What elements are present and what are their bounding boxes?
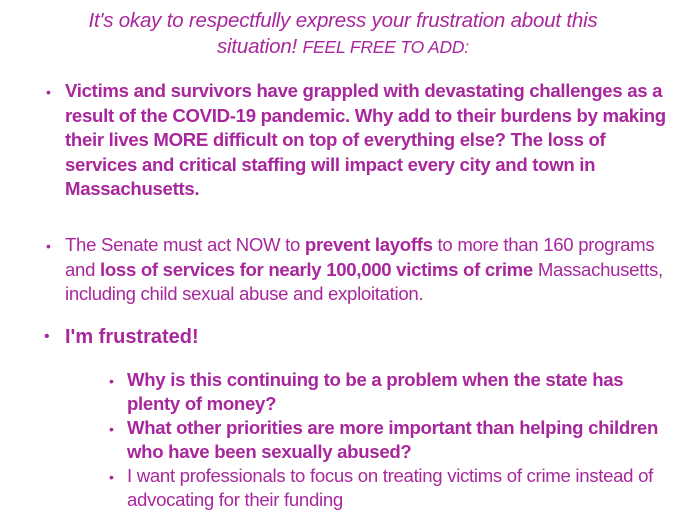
senate-text-1: The Senate must act NOW to: [65, 234, 305, 255]
heading-add-text: FEEL FREE TO ADD:: [302, 37, 470, 57]
sub-bullet-dot: •: [109, 421, 114, 437]
senate-bold-layoffs: prevent layoffs: [304, 234, 433, 255]
heading-line-2: [20, 34, 666, 60]
bullet-dot: •: [46, 84, 51, 100]
sub-bullet-dot: •: [109, 373, 114, 389]
senate-bold-services: loss of services for nearly 100,000 victims of crime: [100, 258, 533, 280]
bullet-point-senate-act: [65, 233, 675, 307]
sub-point-professionals: I want professionals to focus on treating victims of crime instead of advocating for their funding: [127, 465, 654, 510]
bullet-dot: •: [46, 238, 51, 254]
sub-point-priorities: What other priorities are more important than helping children who have been sexually abused?: [127, 417, 659, 462]
sub-bullet-dot: •: [109, 469, 114, 485]
page-heading: [20, 8, 666, 60]
heading-line-2-text: situation!: [216, 35, 298, 58]
sub-point-money: Why is this continuing to be a problem when the state has plenty of money?: [127, 369, 624, 414]
heading-line-1: It's okay to respectfully express your frustration about this: [88, 9, 598, 32]
bullet-point-frustrated: I'm frustrated!: [65, 326, 199, 348]
bullet-dot: •: [44, 328, 50, 345]
senate-text-3: Massachusetts, including child sexual abuse and exploitation.: [65, 258, 663, 304]
senate-text-2: to more than 160 programs and: [65, 234, 655, 280]
bullet-point-covid-challenges: Victims and survivors have grappled with devastating challenges as a result of the COVID-19 pandemic. Why add to their burdens by making their lives MORE difficult on top of everything else? The loss of services and critical staffing will impact every city and town in Massachusetts.: [65, 80, 666, 199]
